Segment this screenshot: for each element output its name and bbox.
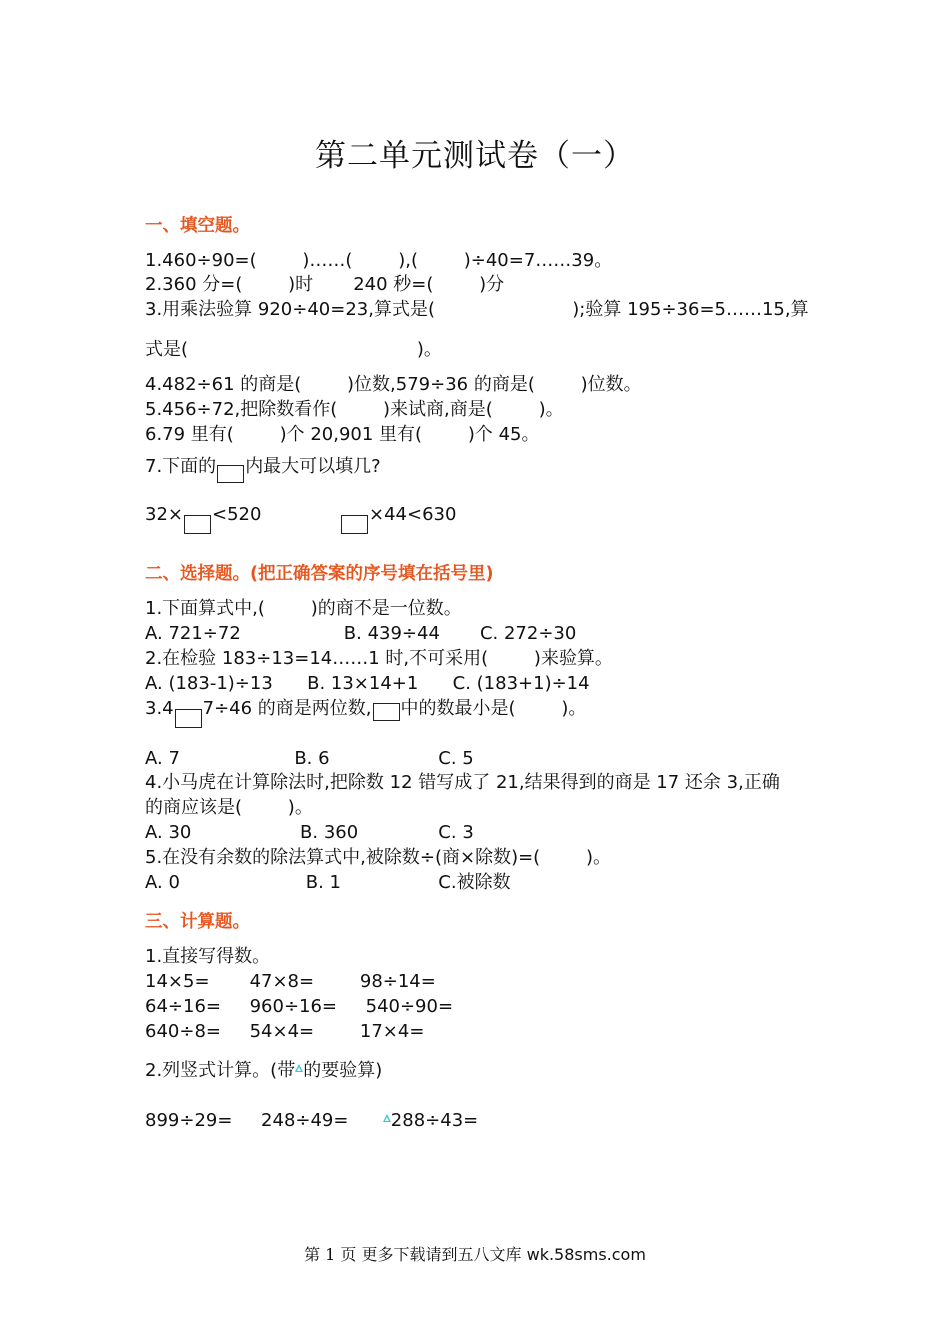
question-2-4a: 4.小马虎在计算除法时,把除数 12 错写成了 21,结果得到的商是 17 还余 3,正确	[145, 772, 780, 793]
blank-box	[184, 515, 211, 534]
section-heading-choice: 二、选择题。(把正确答案的序号填在括号里)	[145, 564, 494, 584]
calc-row-2: 64÷16= 960÷16= 540÷90=	[145, 996, 454, 1017]
question-2-3-options: A. 7 B. 6 C. 5	[145, 748, 474, 769]
question-1-3a: 3.用乘法验算 920÷40=23,算式是( );验算 195÷36=5……15,算	[145, 299, 809, 320]
question-1-7	[145, 455, 381, 479]
question-2-4b: 的商应该是( )。	[145, 797, 313, 818]
question-2-1: 1.下面算式中,( )的商不是一位数。	[145, 598, 462, 619]
question-3-2	[145, 1059, 382, 1083]
question-2-1-options: A. 721÷72 B. 439÷44 C. 272÷30	[145, 623, 577, 644]
question-2-2-options: A. (183-1)÷13 B. 13×14+1 C. (183+1)÷14	[145, 673, 590, 694]
calc-items: 899÷29= 248÷49=	[145, 1110, 383, 1131]
page-footer	[0, 1242, 950, 1265]
blank-box	[175, 709, 202, 728]
question-2-2: 2.在检验 183÷13=14……1 时,不可采用( )来验算。	[145, 648, 613, 669]
blank-box	[217, 465, 244, 483]
expr1-prefix: 32×	[145, 504, 183, 525]
q3-2-prefix: 2.列竖式计算。(带	[145, 1060, 296, 1081]
question-2-3	[145, 697, 586, 721]
triangle-icon	[295, 1064, 303, 1072]
q3-suffix: 中的数最小是( )。	[400, 698, 587, 719]
q3-middle: 7÷46 的商是两位数,	[202, 698, 372, 719]
question-1-6: 6.79 里有( )个 20,901 里有( )个 45。	[145, 424, 540, 445]
question-1-1: 1.460÷90=( )……( ),( )÷40=7……39。	[145, 250, 613, 271]
q7-expression-1	[145, 503, 261, 527]
question-1-2: 2.360 分=( )时 240 秒=( )分	[145, 274, 505, 295]
q7-expression-2	[340, 503, 456, 527]
question-2-5-options: A. 0 B. 1 C.被除数	[145, 872, 511, 893]
expr1-suffix: <520	[212, 504, 262, 525]
triangle-icon	[383, 1114, 391, 1122]
question-1-5: 5.456÷72,把除数看作( )来试商,商是( )。	[145, 399, 564, 420]
q7-prefix: 7.下面的	[145, 456, 217, 477]
q3-2-suffix: 的要验算)	[303, 1060, 383, 1081]
question-1-4: 4.482÷61 的商是( )位数,579÷36 的商是( )位数。	[145, 374, 642, 395]
page-title: 第二单元测试卷（一）	[315, 138, 635, 174]
question-2-4-options: A. 30 B. 360 C. 3	[145, 822, 474, 843]
blank-box	[373, 703, 400, 721]
q3-prefix: 3.4	[145, 698, 174, 719]
q7-suffix: 内最大可以填几?	[245, 456, 381, 477]
question-2-5: 5.在没有余数的除法算式中,被除数÷(商×除数)=( )。	[145, 847, 612, 868]
footer-link[interactable]: wk.58sms.com	[526, 1245, 646, 1264]
section-heading-calculation: 三、计算题。	[145, 912, 250, 932]
blank-box	[341, 515, 368, 534]
section-heading-fill-in: 一、填空题。	[145, 216, 250, 236]
question-3-1: 1.直接写得数。	[145, 946, 271, 967]
footer-text: 第 1 页 更多下载请到五八文库	[304, 1245, 527, 1264]
calc-item-verify: 288÷43=	[390, 1110, 479, 1131]
question-1-3b: 式是( )。	[145, 339, 442, 360]
expr2-suffix: ×44<630	[369, 504, 457, 525]
calc-row-3: 640÷8= 54×4= 17×4=	[145, 1021, 425, 1042]
vertical-calc-row	[145, 1109, 478, 1133]
calc-row-1: 14×5= 47×8= 98÷14=	[145, 971, 436, 992]
